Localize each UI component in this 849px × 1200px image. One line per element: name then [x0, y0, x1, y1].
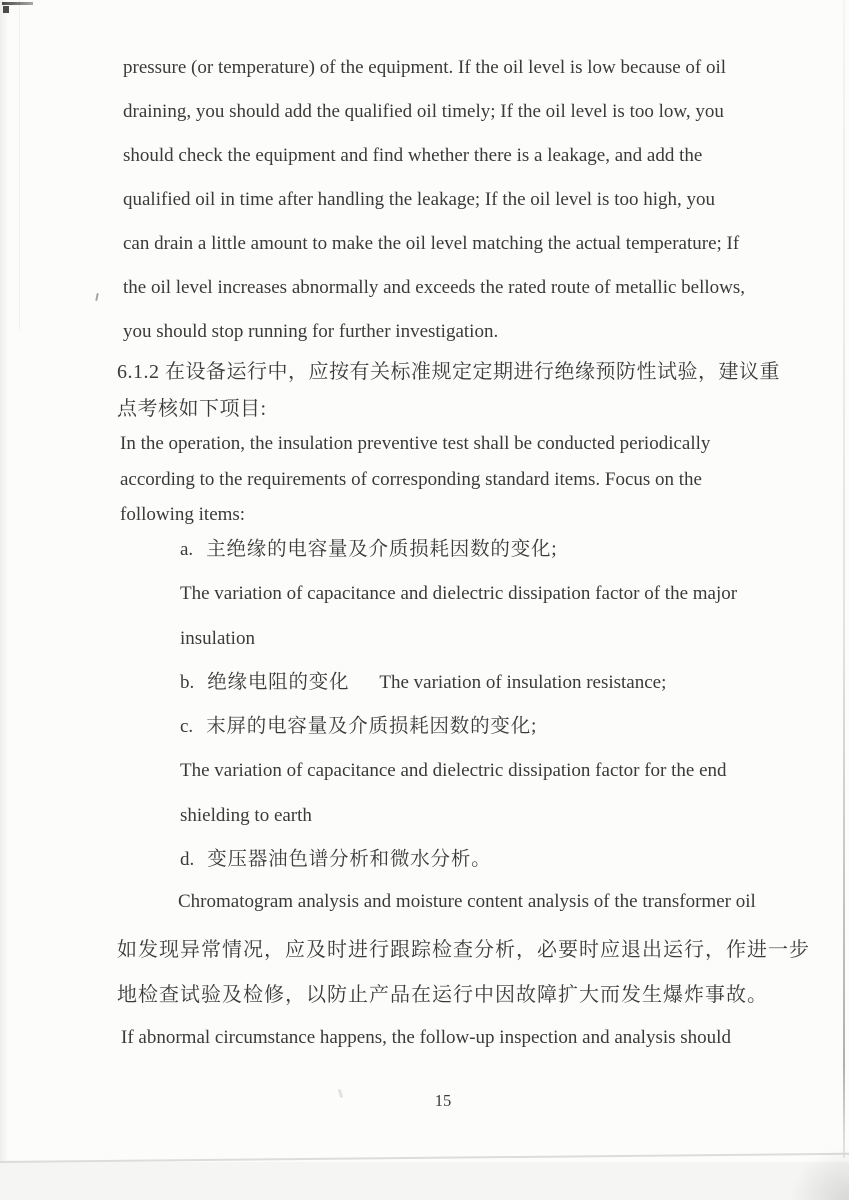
text-line: can drain a little amount to make the oil level matching the actual temperature; If — [123, 233, 740, 254]
text-line: the oil level increases abnormally and exceeds the rated route of metallic bellows, — [123, 277, 746, 298]
item-text-zh: 主绝缘的电容量及介质损耗因数的变化; — [206, 539, 558, 560]
list-item-d-translation: Chromatogram analysis and moisture content analysis of the transformer oil — [178, 891, 756, 912]
text-line: according to the requirements of corresponding standard items. Focus on the — [120, 468, 702, 490]
follow-up-paragraph-en: If abnormal circumstance happens, the follow-up inspection and analysis should — [121, 1027, 731, 1048]
text-line: 如发现异常情况，应及时进行跟踪检查分析，必要时应退出运行，作进一步 — [117, 939, 810, 961]
text-line: qualified oil in time after handling the leakage; If the oil level is too high, you — [123, 189, 716, 210]
item-label: d. — [180, 849, 195, 871]
text-line: pressure (or temperature) of the equipment. If the oil level is low because of oil — [123, 57, 727, 78]
item-label: c. — [180, 716, 194, 738]
text-line: In the operation, the insulation preventive test shall be conducted periodically — [120, 433, 711, 454]
section-6-1-2-heading-zh — [117, 354, 780, 428]
scan-bottom-right-shadow — [789, 1145, 849, 1200]
text-line: following items: — [120, 504, 246, 525]
item-label: a. — [180, 539, 194, 560]
text-line: 点考核如下项目: — [117, 398, 267, 420]
item-text-zh: 末屏的电容量及介质损耗因数的变化; — [206, 716, 538, 738]
text-line: you should stop running for further investigation. — [123, 321, 499, 342]
section-6-1-2-body-en — [120, 426, 710, 533]
list-item-b — [180, 661, 737, 705]
scan-right-edge-line — [843, 0, 845, 1158]
paragraph-oil-level-en — [123, 46, 745, 354]
list-item-a-translation-line: The variation of capacitance and dielectric dissipation factor of the major — [180, 583, 738, 605]
text-line: 6.1.2 在设备运行中，应按有关标准规定定期进行绝缘预防性试验，建议重 — [117, 361, 780, 383]
test-items-list — [180, 528, 737, 882]
list-item-d — [180, 838, 737, 882]
item-translation-en: The variation of insulation resistance; — [379, 671, 667, 693]
text-line: draining, you should add the qualified oil timely; If the oil level is too low, you — [123, 101, 724, 122]
item-text-zh: 绝缘电阻的变化 — [207, 671, 350, 693]
list-item-a-translation-line: insulation — [180, 627, 255, 649]
item-text-zh: 变压器油色谱分析和微水分析。 — [207, 849, 492, 871]
scan-bottom-band — [0, 1162, 849, 1200]
text-line: 地检查试验及检修，以防止产品在运行中因故障扩大而发生爆炸事故。 — [117, 983, 768, 1006]
scan-fold-line — [19, 0, 20, 330]
list-item-a — [180, 528, 737, 572]
list-item-c-translation-line: shielding to earth — [180, 804, 312, 826]
follow-up-paragraph-zh — [117, 928, 810, 1017]
list-item-c — [180, 705, 737, 749]
item-label: b. — [180, 671, 195, 693]
page-number: 15 — [434, 1091, 452, 1110]
list-item-c-translation-line: The variation of capacitance and dielectric dissipation factor for the end — [180, 760, 727, 782]
text-line: should check the equipment and find whether there is a leakage, and add the — [123, 145, 703, 166]
scan-speck — [95, 293, 99, 301]
scan-left-edge-shadow — [0, 0, 9, 1200]
